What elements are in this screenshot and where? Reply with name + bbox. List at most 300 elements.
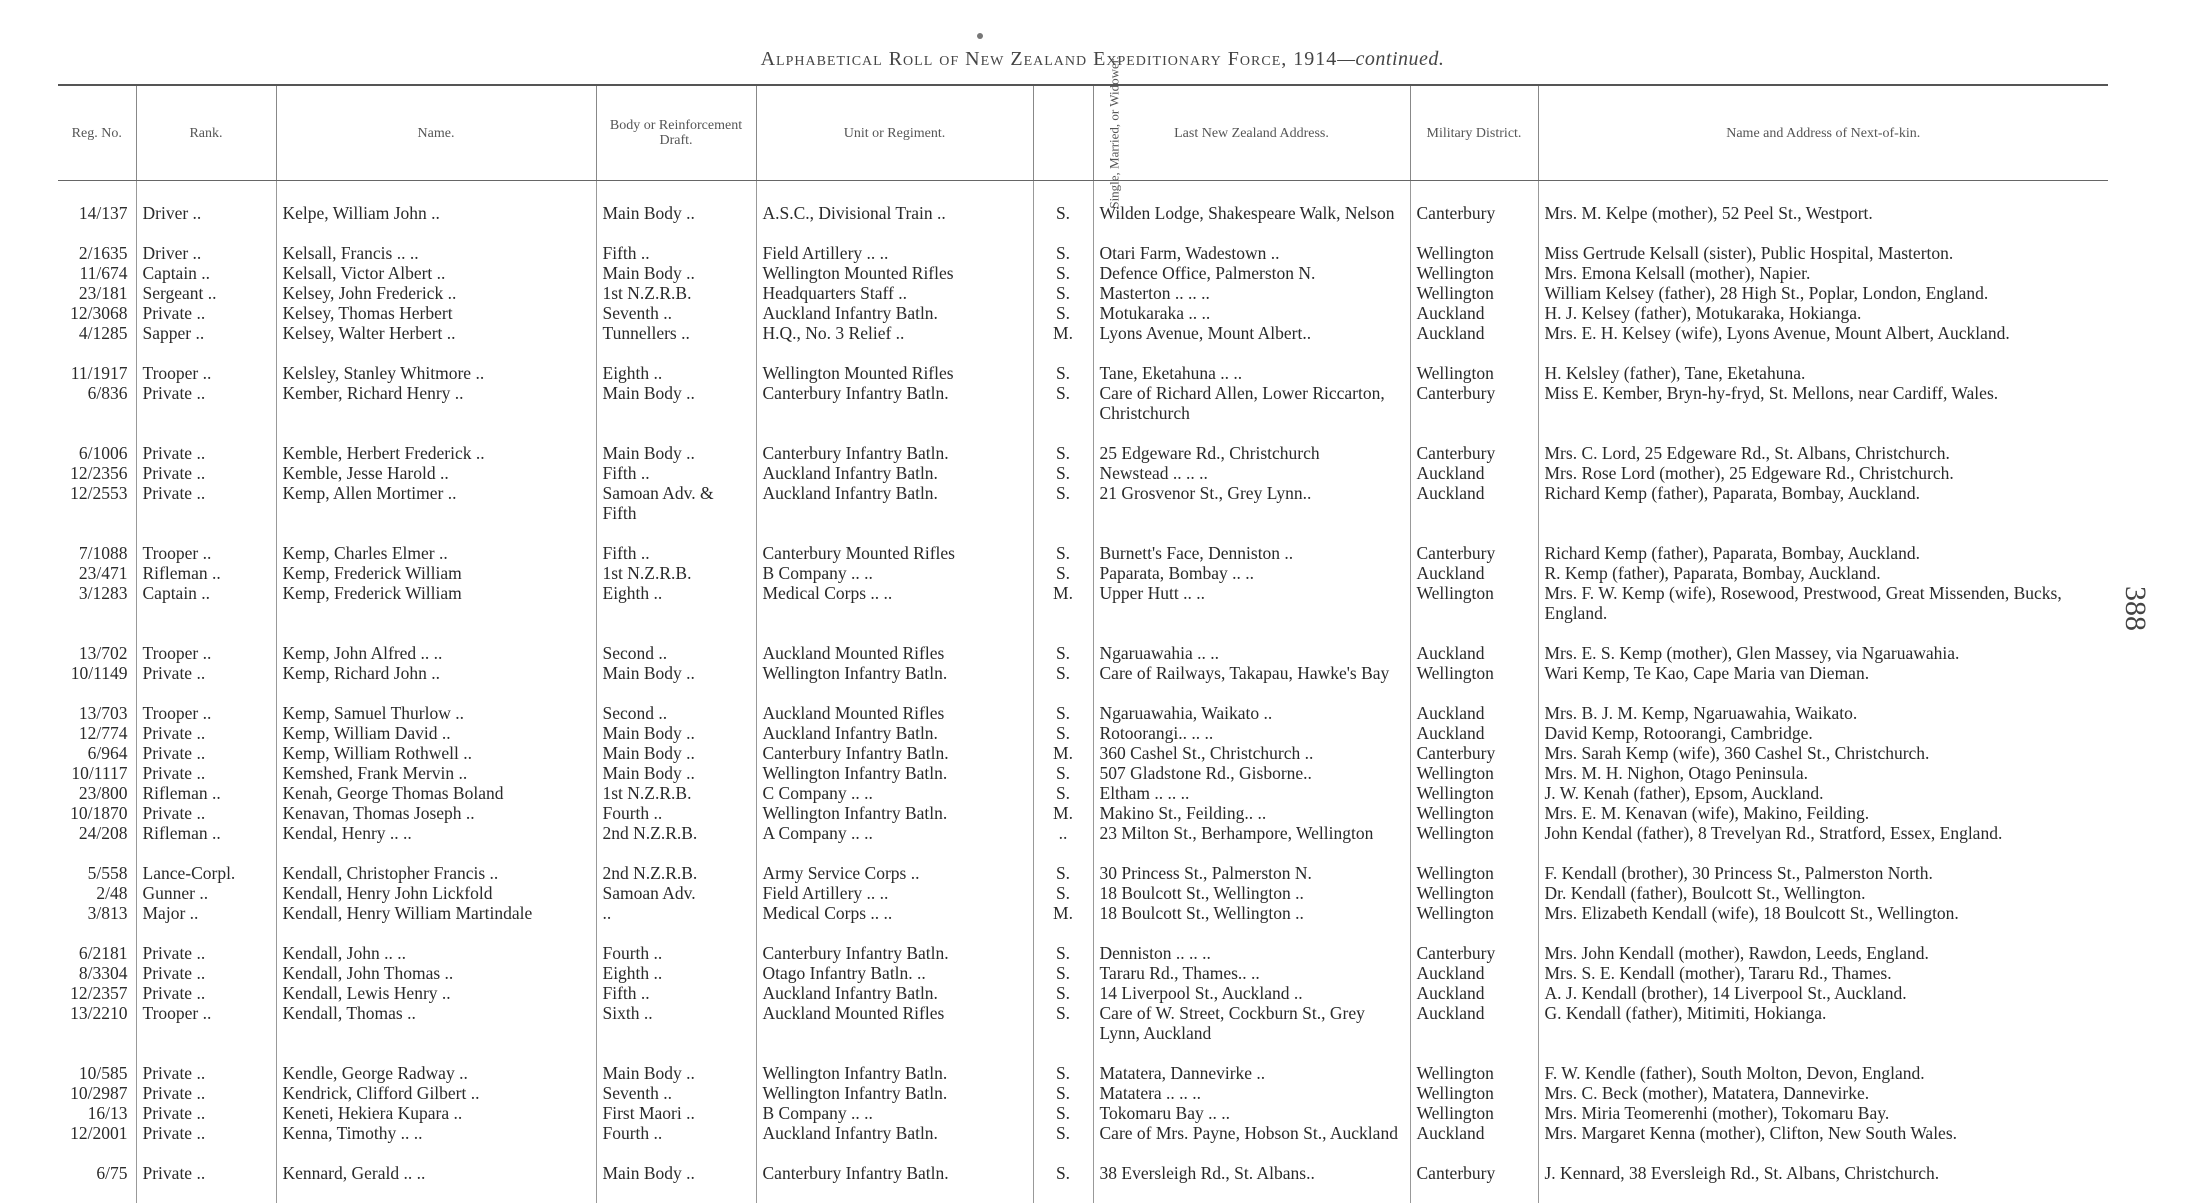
name-cell: Kelsey, John Frederick .. [276, 283, 596, 303]
body-cell: Main Body .. [596, 1143, 756, 1203]
kin-cell: Mrs. Elizabeth Kendall (wife), 18 Boulcott St., Wellington. [1538, 903, 2108, 923]
unit-cell: Headquarters Staff .. [756, 283, 1033, 303]
table-row [58, 523, 2108, 563]
reg-no-cell: 14/137 [58, 181, 136, 224]
rank-cell: Captain .. [136, 263, 276, 283]
col-status-label: Single, Married, or Widower. [1107, 56, 1120, 208]
kin-cell: Mrs. Rose Lord (mother), 25 Edgeware Rd., Christchurch. [1538, 463, 2108, 483]
unit-cell: Wellington Infantry Batln. [756, 1083, 1033, 1103]
table-row [58, 563, 2108, 583]
reg-no-cell: 23/800 [58, 783, 136, 803]
body-cell: .. [596, 903, 756, 923]
status-cell: M. [1033, 903, 1093, 923]
kin-cell: R. Kemp (father), Paparata, Bombay, Auckland. [1538, 563, 2108, 583]
unit-cell: Auckland Infantry Batln. [756, 483, 1033, 523]
kin-cell: Mrs. Margaret Kenna (mother), Clifton, New South Wales. [1538, 1123, 2108, 1143]
district-cell: Auckland [1410, 983, 1538, 1003]
district-cell: Auckland [1410, 623, 1538, 663]
table-row [58, 763, 2108, 783]
district-cell: Canterbury [1410, 383, 1538, 423]
kin-cell: Dr. Kendall (father), Boulcott St., Wellington. [1538, 883, 2108, 903]
address-cell: Makino St., Feilding.. .. [1093, 803, 1410, 823]
body-cell: First Maori .. [596, 1103, 756, 1123]
status-cell: S. [1033, 383, 1093, 423]
reg-no-cell: 10/585 [58, 1043, 136, 1083]
title-suffix: —continued. [1337, 48, 1444, 70]
table-row [58, 263, 2108, 283]
district-cell: Wellington [1410, 1043, 1538, 1083]
address-cell: Lyons Avenue, Mount Albert.. [1093, 323, 1410, 343]
address-cell: Matatera, Dannevirke .. [1093, 1043, 1410, 1083]
body-cell: 2nd N.Z.R.B. [596, 823, 756, 843]
status-cell: S. [1033, 1123, 1093, 1143]
district-cell: Canterbury [1410, 923, 1538, 963]
body-cell: Eighth .. [596, 343, 756, 383]
body-cell: Fourth .. [596, 803, 756, 823]
kin-cell: H. Kelsley (father), Tane, Eketahuna. [1538, 343, 2108, 383]
page-title [0, 48, 2205, 71]
table-row [58, 843, 2108, 883]
status-cell: S. [1033, 883, 1093, 903]
rank-cell: Trooper .. [136, 523, 276, 563]
kin-cell: A. J. Kendall (brother), 14 Liverpool St., Auckland. [1538, 983, 2108, 1003]
district-cell: Wellington [1410, 583, 1538, 623]
name-cell: Kemp, John Alfred .. .. [276, 623, 596, 663]
unit-cell: Canterbury Infantry Batln. [756, 923, 1033, 963]
body-cell: Main Body .. [596, 763, 756, 783]
body-cell: Fourth .. [596, 1123, 756, 1143]
reg-no-cell: 13/702 [58, 623, 136, 663]
body-cell: Fifth .. [596, 463, 756, 483]
name-cell: Kemp, Allen Mortimer .. [276, 483, 596, 523]
address-cell: Tararu Rd., Thames.. .. [1093, 963, 1410, 983]
table-row [58, 883, 2108, 903]
unit-cell: Wellington Infantry Batln. [756, 1043, 1033, 1083]
body-cell: 1st N.Z.R.B. [596, 783, 756, 803]
table-row [58, 663, 2108, 683]
status-cell: S. [1033, 303, 1093, 323]
table-row [58, 1083, 2108, 1103]
name-cell: Kendall, John .. .. [276, 923, 596, 963]
status-cell: S. [1033, 763, 1093, 783]
unit-cell: Army Service Corps .. [756, 843, 1033, 883]
reg-no-cell: 13/2210 [58, 1003, 136, 1043]
address-cell: Newstead .. .. .. [1093, 463, 1410, 483]
address-cell: Denniston .. .. .. [1093, 923, 1410, 963]
unit-cell: C Company .. .. [756, 783, 1033, 803]
rank-cell: Private .. [136, 663, 276, 683]
address-cell: Care of W. Street, Cockburn St., Grey Lynn, Auckland [1093, 1003, 1410, 1043]
table-row [58, 1043, 2108, 1083]
kin-cell: William Kelsey (father), 28 High St., Poplar, London, England. [1538, 283, 2108, 303]
name-cell: Kenavan, Thomas Joseph .. [276, 803, 596, 823]
status-cell: S. [1033, 983, 1093, 1003]
body-cell: Main Body .. [596, 663, 756, 683]
kin-cell: Mrs. Miria Teomerenhi (mother), Tokomaru Bay. [1538, 1103, 2108, 1123]
address-cell: 360 Cashel St., Christchurch .. [1093, 743, 1410, 763]
title-text: Alphabetical Roll of New Zealand Expeditionary Force, 1914 [761, 48, 1338, 70]
name-cell: Kenna, Timothy .. .. [276, 1123, 596, 1143]
address-cell: 507 Gladstone Rd., Gisborne.. [1093, 763, 1410, 783]
body-cell: Main Body .. [596, 263, 756, 283]
body-cell: 1st N.Z.R.B. [596, 283, 756, 303]
reg-no-cell: 8/3304 [58, 963, 136, 983]
address-cell: 21 Grosvenor St., Grey Lynn.. [1093, 483, 1410, 523]
kin-cell: Mrs. F. W. Kemp (wife), Rosewood, Prestwood, Great Missenden, Bucks, England. [1538, 583, 2108, 623]
rank-cell: Driver .. [136, 223, 276, 263]
table-row [58, 1003, 2108, 1043]
unit-cell: Auckland Infantry Batln. [756, 303, 1033, 323]
address-cell: 18 Boulcott St., Wellington .. [1093, 883, 1410, 903]
reg-no-cell: 12/2553 [58, 483, 136, 523]
rank-cell: Private .. [136, 1083, 276, 1103]
district-cell: Wellington [1410, 823, 1538, 843]
name-cell: Kendall, Christopher Francis .. [276, 843, 596, 883]
roll-table [58, 84, 2108, 1203]
address-cell: Tane, Eketahuna .. .. [1093, 343, 1410, 383]
rank-cell: Private .. [136, 303, 276, 323]
status-cell: S. [1033, 783, 1093, 803]
reg-no-cell: 3/813 [58, 903, 136, 923]
status-cell: S. [1033, 423, 1093, 463]
status-cell: S. [1033, 563, 1093, 583]
reg-no-cell: 2/48 [58, 883, 136, 903]
table-row [58, 803, 2108, 823]
address-cell: Masterton .. .. .. [1093, 283, 1410, 303]
reg-no-cell: 6/1006 [58, 423, 136, 463]
address-cell: Eltham .. .. .. [1093, 783, 1410, 803]
address-cell: Care of Mrs. Payne, Hobson St., Auckland [1093, 1123, 1410, 1143]
reg-no-cell: 6/2181 [58, 923, 136, 963]
body-cell: 2nd N.Z.R.B. [596, 843, 756, 883]
reg-no-cell: 12/2001 [58, 1123, 136, 1143]
kin-cell: Mrs. Sarah Kemp (wife), 360 Cashel St., Christchurch. [1538, 743, 2108, 763]
district-cell: Wellington [1410, 803, 1538, 823]
body-cell: Main Body .. [596, 383, 756, 423]
district-cell: Canterbury [1410, 181, 1538, 224]
body-cell: Fourth .. [596, 923, 756, 963]
name-cell: Kemble, Herbert Frederick .. [276, 423, 596, 463]
rank-cell: Private .. [136, 483, 276, 523]
rank-cell: Rifleman .. [136, 563, 276, 583]
status-cell: S. [1033, 181, 1093, 224]
kin-cell: Mrs. E. S. Kemp (mother), Glen Massey, via Ngaruawahia. [1538, 623, 2108, 663]
unit-cell: Auckland Mounted Rifles [756, 1003, 1033, 1043]
status-cell: S. [1033, 923, 1093, 963]
table-row [58, 823, 2108, 843]
rank-cell: Rifleman .. [136, 823, 276, 843]
address-cell: Rotoorangi.. .. .. [1093, 723, 1410, 743]
district-cell: Canterbury [1410, 423, 1538, 463]
district-cell: Wellington [1410, 223, 1538, 263]
rank-cell: Private .. [136, 383, 276, 423]
col-kin: Name and Address of Next-of-kin. [1538, 85, 2108, 181]
table-row [58, 783, 2108, 803]
rank-cell: Rifleman .. [136, 783, 276, 803]
body-cell: Samoan Adv. [596, 883, 756, 903]
body-cell: Fifth .. [596, 223, 756, 263]
reg-no-cell: 12/2357 [58, 983, 136, 1003]
rank-cell: Trooper .. [136, 1003, 276, 1043]
district-cell: Auckland [1410, 463, 1538, 483]
rank-cell: Sapper .. [136, 323, 276, 343]
district-cell: Wellington [1410, 263, 1538, 283]
status-cell: .. [1033, 823, 1093, 843]
reg-no-cell: 12/3068 [58, 303, 136, 323]
reg-no-cell: 7/1088 [58, 523, 136, 563]
status-cell: S. [1033, 723, 1093, 743]
col-rank: Rank. [136, 85, 276, 181]
body-cell: Main Body .. [596, 723, 756, 743]
status-cell: S. [1033, 343, 1093, 383]
reg-no-cell: 3/1283 [58, 583, 136, 623]
rank-cell: Private .. [136, 423, 276, 463]
kin-cell: F. Kendall (brother), 30 Princess St., Palmerston North. [1538, 843, 2108, 883]
reg-no-cell: 6/836 [58, 383, 136, 423]
district-cell: Canterbury [1410, 1143, 1538, 1203]
reg-no-cell: 10/1149 [58, 663, 136, 683]
name-cell: Kelsey, Walter Herbert .. [276, 323, 596, 343]
status-cell: S. [1033, 523, 1093, 563]
rank-cell: Captain .. [136, 583, 276, 623]
district-cell: Wellington [1410, 1083, 1538, 1103]
table-row [58, 1103, 2108, 1123]
address-cell: Ngaruawahia, Waikato .. [1093, 683, 1410, 723]
reg-no-cell: 24/208 [58, 823, 136, 843]
col-reg-no: Reg. No. [58, 85, 136, 181]
rank-cell: Private .. [136, 963, 276, 983]
table-row [58, 903, 2108, 923]
body-cell: Main Body .. [596, 181, 756, 224]
body-cell: Fifth .. [596, 983, 756, 1003]
name-cell: Kendall, Thomas .. [276, 1003, 596, 1043]
table-row [58, 383, 2108, 423]
name-cell: Kemp, Frederick William [276, 563, 596, 583]
address-cell: 23 Milton St., Berhampore, Wellington [1093, 823, 1410, 843]
body-cell: 1st N.Z.R.B. [596, 563, 756, 583]
name-cell: Kendall, Henry William Martindale [276, 903, 596, 923]
district-cell: Auckland [1410, 963, 1538, 983]
district-cell: Wellington [1410, 663, 1538, 683]
status-cell: S. [1033, 463, 1093, 483]
district-cell: Auckland [1410, 683, 1538, 723]
unit-cell: Field Artillery .. .. [756, 223, 1033, 263]
body-cell: Samoan Adv. & Fifth [596, 483, 756, 523]
unit-cell: Auckland Mounted Rifles [756, 683, 1033, 723]
table-row [58, 963, 2108, 983]
name-cell: Kenah, George Thomas Boland [276, 783, 596, 803]
reg-no-cell: 2/1635 [58, 223, 136, 263]
name-cell: Kelsey, Thomas Herbert [276, 303, 596, 323]
reg-no-cell: 12/774 [58, 723, 136, 743]
status-cell: S. [1033, 1043, 1093, 1083]
address-cell: Burnett's Face, Denniston .. [1093, 523, 1410, 563]
table-row [58, 1143, 2108, 1203]
reg-no-cell: 6/75 [58, 1143, 136, 1203]
district-cell: Wellington [1410, 883, 1538, 903]
status-cell: S. [1033, 623, 1093, 663]
unit-cell: B Company .. .. [756, 1103, 1033, 1123]
body-cell: Fifth .. [596, 523, 756, 563]
reg-no-cell: 6/964 [58, 743, 136, 763]
address-cell: Matatera .. .. .. [1093, 1083, 1410, 1103]
name-cell: Kemp, Richard John .. [276, 663, 596, 683]
address-cell: Otari Farm, Wadestown .. [1093, 223, 1410, 263]
district-cell: Auckland [1410, 1123, 1538, 1143]
table-row [58, 423, 2108, 463]
kin-cell: J. W. Kenah (father), Epsom, Auckland. [1538, 783, 2108, 803]
col-unit: Unit or Regiment. [756, 85, 1033, 181]
name-cell: Kemp, Charles Elmer .. [276, 523, 596, 563]
kin-cell: G. Kendall (father), Mitimiti, Hokianga. [1538, 1003, 2108, 1043]
kin-cell: Miss Gertrude Kelsall (sister), Public Hospital, Masterton. [1538, 223, 2108, 263]
rank-cell: Trooper .. [136, 623, 276, 663]
kin-cell: Mrs. John Kendall (mother), Rawdon, Leeds, England. [1538, 923, 2108, 963]
status-cell: S. [1033, 1143, 1093, 1203]
kin-cell: Mrs. M. H. Nighon, Otago Peninsula. [1538, 763, 2108, 783]
rank-cell: Private .. [136, 803, 276, 823]
district-cell: Canterbury [1410, 523, 1538, 563]
status-cell: S. [1033, 1103, 1093, 1123]
body-cell: Second .. [596, 683, 756, 723]
district-cell: Wellington [1410, 783, 1538, 803]
address-cell: 38 Eversleigh Rd., St. Albans.. [1093, 1143, 1410, 1203]
unit-cell: Auckland Infantry Batln. [756, 983, 1033, 1003]
rank-cell: Private .. [136, 1123, 276, 1143]
rank-cell: Driver .. [136, 181, 276, 224]
unit-cell: Canterbury Infantry Batln. [756, 1143, 1033, 1203]
district-cell: Wellington [1410, 903, 1538, 923]
kin-cell: Mrs. E. H. Kelsey (wife), Lyons Avenue, Mount Albert, Auckland. [1538, 323, 2108, 343]
status-cell: M. [1033, 323, 1093, 343]
body-cell: Main Body .. [596, 743, 756, 763]
kin-cell: Wari Kemp, Te Kao, Cape Maria van Dieman. [1538, 663, 2108, 683]
unit-cell: B Company .. .. [756, 563, 1033, 583]
district-cell: Wellington [1410, 843, 1538, 883]
district-cell: Auckland [1410, 723, 1538, 743]
unit-cell: Medical Corps .. .. [756, 903, 1033, 923]
kin-cell: Miss E. Kember, Bryn-hy-fryd, St. Mellons, near Cardiff, Wales. [1538, 383, 2108, 423]
kin-cell: Richard Kemp (father), Paparata, Bombay, Auckland. [1538, 483, 2108, 523]
name-cell: Kember, Richard Henry .. [276, 383, 596, 423]
unit-cell: Canterbury Infantry Batln. [756, 423, 1033, 463]
table-row [58, 483, 2108, 523]
district-cell: Auckland [1410, 323, 1538, 343]
rank-cell: Private .. [136, 923, 276, 963]
status-cell: M. [1033, 803, 1093, 823]
status-cell: M. [1033, 583, 1093, 623]
table-row [58, 323, 2108, 343]
table-row [58, 583, 2108, 623]
status-cell: S. [1033, 683, 1093, 723]
body-cell: Main Body .. [596, 423, 756, 463]
table-row [58, 923, 2108, 963]
name-cell: Kemp, Samuel Thurlow .. [276, 683, 596, 723]
kin-cell: Mrs. S. E. Kendall (mother), Tararu Rd., Thames. [1538, 963, 2108, 983]
district-cell: Auckland [1410, 563, 1538, 583]
name-cell: Kemp, William David .. [276, 723, 596, 743]
status-cell: M. [1033, 743, 1093, 763]
reg-no-cell: 10/2987 [58, 1083, 136, 1103]
page-number: 388 [2118, 586, 2152, 631]
status-cell: S. [1033, 1083, 1093, 1103]
unit-cell: Auckland Infantry Batln. [756, 1123, 1033, 1143]
kin-cell: F. W. Kendle (father), South Molton, Devon, England. [1538, 1043, 2108, 1083]
district-cell: Wellington [1410, 283, 1538, 303]
address-cell: 18 Boulcott St., Wellington .. [1093, 903, 1410, 923]
district-cell: Auckland [1410, 303, 1538, 323]
name-cell: Kemp, Frederick William [276, 583, 596, 623]
table-row [58, 1123, 2108, 1143]
rank-cell: Lance-Corpl. [136, 843, 276, 883]
body-cell: Main Body .. [596, 1043, 756, 1083]
name-cell: Kemble, Jesse Harold .. [276, 463, 596, 483]
col-name: Name. [276, 85, 596, 181]
kin-cell: Mrs. C. Beck (mother), Matatera, Dannevirke. [1538, 1083, 2108, 1103]
reg-no-cell: 13/703 [58, 683, 136, 723]
body-cell: Eighth .. [596, 963, 756, 983]
unit-cell: Auckland Infantry Batln. [756, 723, 1033, 743]
table-row [58, 983, 2108, 1003]
kin-cell: David Kemp, Rotoorangi, Cambridge. [1538, 723, 2108, 743]
status-cell: S. [1033, 663, 1093, 683]
table-row [58, 283, 2108, 303]
address-cell: Ngaruawahia .. .. [1093, 623, 1410, 663]
address-cell: Paparata, Bombay .. .. [1093, 563, 1410, 583]
kin-cell: H. J. Kelsey (father), Motukaraka, Hokianga. [1538, 303, 2108, 323]
address-cell: 14 Liverpool St., Auckland .. [1093, 983, 1410, 1003]
rank-cell: Private .. [136, 1043, 276, 1083]
address-cell: Care of Richard Allen, Lower Riccarton, Christchurch [1093, 383, 1410, 423]
status-cell: S. [1033, 963, 1093, 983]
name-cell: Kelsley, Stanley Whitmore .. [276, 343, 596, 383]
address-cell: Wilden Lodge, Shakespeare Walk, Nelson [1093, 181, 1410, 224]
kin-cell: Mrs. M. Kelpe (mother), 52 Peel St., Westport. [1538, 181, 2108, 224]
table-row [58, 463, 2108, 483]
rank-cell: Trooper .. [136, 343, 276, 383]
name-cell: Kendal, Henry .. .. [276, 823, 596, 843]
name-cell: Keneti, Hekiera Kupara .. [276, 1103, 596, 1123]
unit-cell: Auckland Infantry Batln. [756, 463, 1033, 483]
ink-dot [977, 33, 983, 39]
rank-cell: Private .. [136, 743, 276, 763]
name-cell: Kemp, William Rothwell .. [276, 743, 596, 763]
rank-cell: Sergeant .. [136, 283, 276, 303]
unit-cell: Medical Corps .. .. [756, 583, 1033, 623]
table-body [58, 181, 2108, 1203]
name-cell: Kendle, George Radway .. [276, 1043, 596, 1083]
kin-cell: Richard Kemp (father), Paparata, Bombay, Auckland. [1538, 523, 2108, 563]
name-cell: Kelpe, William John .. [276, 181, 596, 224]
status-cell: S. [1033, 483, 1093, 523]
district-cell: Canterbury [1410, 743, 1538, 763]
reg-no-cell: 16/13 [58, 1103, 136, 1123]
unit-cell: Auckland Mounted Rifles [756, 623, 1033, 663]
kin-cell: Mrs. E. M. Kenavan (wife), Makino, Feilding. [1538, 803, 2108, 823]
reg-no-cell: 5/558 [58, 843, 136, 883]
unit-cell: Wellington Infantry Batln. [756, 803, 1033, 823]
unit-cell: Wellington Mounted Rifles [756, 263, 1033, 283]
table-row [58, 683, 2108, 723]
unit-cell: Wellington Infantry Batln. [756, 663, 1033, 683]
unit-cell: A.S.C., Divisional Train .. [756, 181, 1033, 224]
status-cell: S. [1033, 223, 1093, 263]
body-cell: Eighth .. [596, 583, 756, 623]
table-row [58, 623, 2108, 663]
status-cell: S. [1033, 843, 1093, 883]
address-cell: Defence Office, Palmerston N. [1093, 263, 1410, 283]
rank-cell: Private .. [136, 463, 276, 483]
